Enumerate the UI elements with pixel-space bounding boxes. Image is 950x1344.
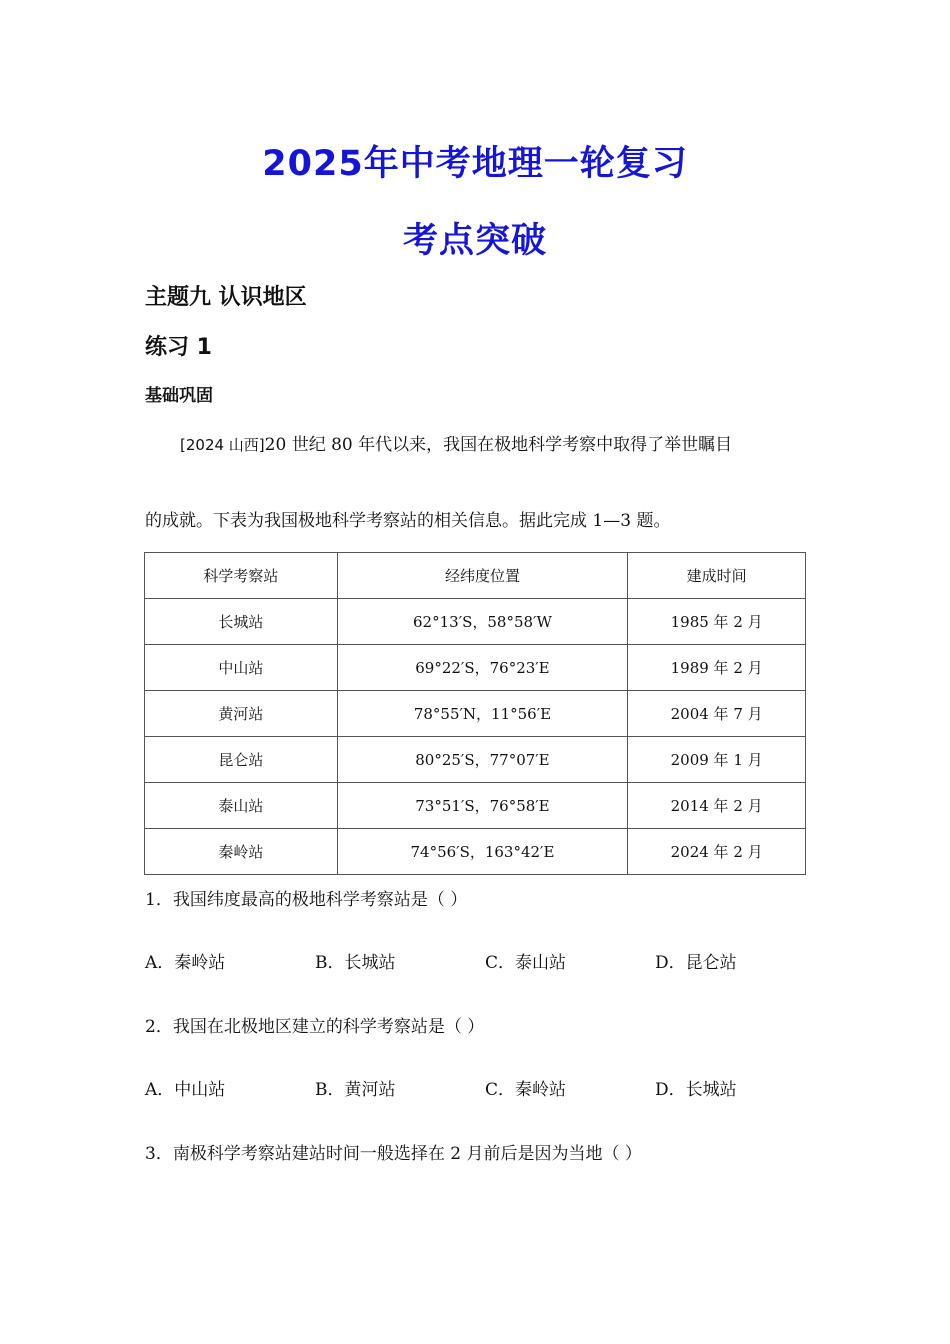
option-a: A．秦岭站 bbox=[145, 953, 226, 973]
intro-text-line1: 20 世纪 80 年代以来，我国在极地科学考察中取得了举世瞩目 bbox=[264, 435, 733, 455]
station-coordinates: 62°13′S，58°58′W bbox=[337, 599, 628, 645]
station-coordinates: 74°56′S，163°42′E bbox=[337, 829, 628, 875]
station-coordinates: 78°55′N，11°56′E bbox=[337, 691, 628, 737]
station-date: 2004 年 7 月 bbox=[628, 691, 806, 737]
option-b: B．黄河站 bbox=[315, 1080, 396, 1100]
station-date: 1989 年 2 月 bbox=[628, 645, 806, 691]
station-name: 长城站 bbox=[145, 599, 338, 645]
theme-heading: 主题九 认识地区 bbox=[145, 285, 307, 310]
station-name: 昆仑站 bbox=[145, 737, 338, 783]
option-c: C．秦岭站 bbox=[485, 1080, 567, 1100]
intro-text-line2: 的成就。下表为我国极地科学考察站的相关信息。据此完成 1—3 题。 bbox=[145, 511, 671, 531]
station-coordinates: 69°22′S，76°23′E bbox=[337, 645, 628, 691]
question-3: 3．南极科学考察站建站时间一般选择在 2 月前后是因为当地（ ） bbox=[145, 1144, 642, 1164]
exercise-heading: 练习 1 bbox=[145, 335, 212, 360]
table-row bbox=[145, 737, 806, 783]
station-name: 泰山站 bbox=[145, 783, 338, 829]
question-2: 2．我国在北极地区建立的科学考察站是（ ） bbox=[145, 1017, 485, 1037]
station-date: 2009 年 1 月 bbox=[628, 737, 806, 783]
table-row bbox=[145, 645, 806, 691]
table-header-row bbox=[145, 553, 806, 599]
intro-source: [2024 山西] bbox=[180, 436, 265, 454]
station-coordinates: 73°51′S，76°58′E bbox=[337, 783, 628, 829]
header-established: 建成时间 bbox=[628, 553, 806, 599]
station-date: 2014 年 2 月 bbox=[628, 783, 806, 829]
table-row bbox=[145, 691, 806, 737]
option-d: D．长城站 bbox=[655, 1080, 737, 1100]
option-c: C．泰山站 bbox=[485, 953, 567, 973]
station-date: 1985 年 2 月 bbox=[628, 599, 806, 645]
header-coordinates: 经纬度位置 bbox=[337, 553, 628, 599]
station-coordinates: 80°25′S，77°07′E bbox=[337, 737, 628, 783]
station-name: 秦岭站 bbox=[145, 829, 338, 875]
section-heading: 基础巩固 bbox=[145, 386, 213, 406]
table-row bbox=[145, 599, 806, 645]
station-name: 中山站 bbox=[145, 645, 338, 691]
stations-table bbox=[144, 552, 806, 875]
option-a: A．中山站 bbox=[145, 1080, 226, 1100]
table-row bbox=[145, 829, 806, 875]
header-station: 科学考察站 bbox=[145, 553, 338, 599]
question-1: 1．我国纬度最高的极地科学考察站是（ ） bbox=[145, 890, 468, 910]
station-date: 2024 年 2 月 bbox=[628, 829, 806, 875]
intro-paragraph-line1 bbox=[180, 430, 732, 455]
option-b: B．长城站 bbox=[315, 953, 396, 973]
table-row bbox=[145, 783, 806, 829]
document-title: 2025年中考地理一轮复习 bbox=[262, 144, 688, 184]
station-name: 黄河站 bbox=[145, 691, 338, 737]
document-subtitle: 考点突破 bbox=[402, 221, 547, 261]
option-d: D．昆仑站 bbox=[655, 953, 737, 973]
